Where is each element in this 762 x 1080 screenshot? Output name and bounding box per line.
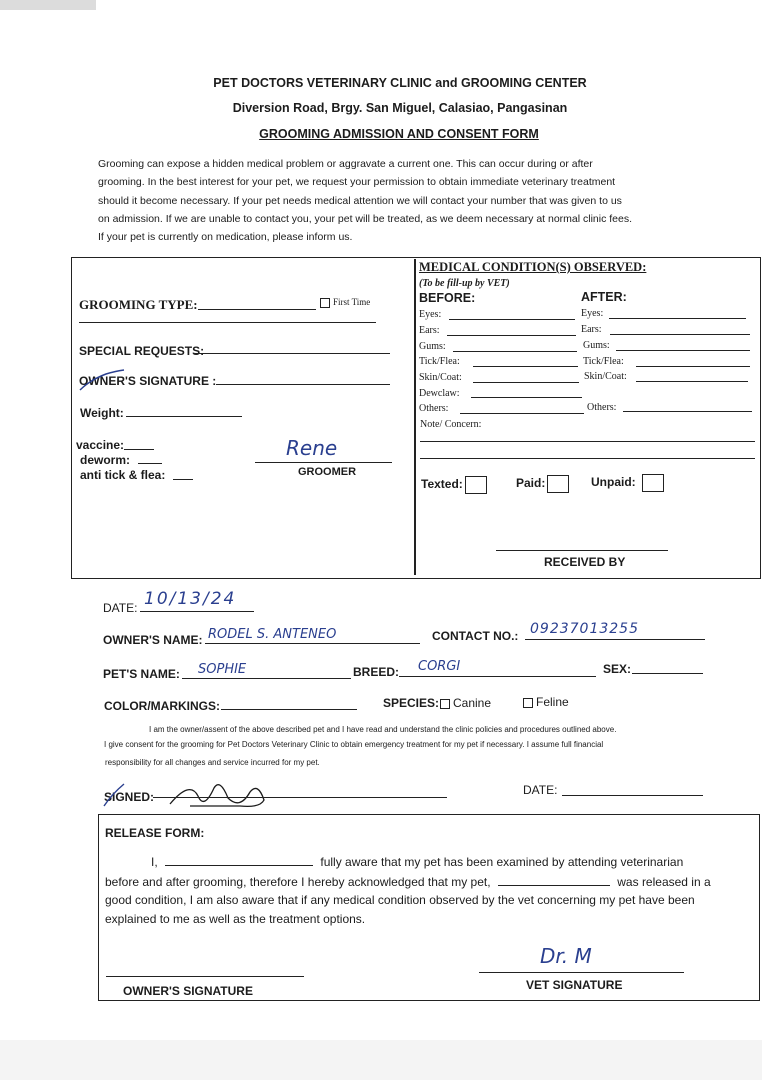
date-field[interactable]: [140, 611, 254, 612]
consent-date-field[interactable]: [562, 795, 703, 796]
before-gums-field[interactable]: [453, 351, 577, 352]
contact-value: 09237013255: [530, 621, 639, 637]
release-i: I,: [151, 855, 158, 869]
before-dewclaw-field[interactable]: [471, 397, 582, 398]
owners-signature-field[interactable]: [216, 384, 390, 385]
intro-line: grooming. In the best interest for your pet, we request your permission to obtain immediate veterinary treatment: [98, 176, 616, 189]
intro-paragraph: [98, 155, 718, 246]
deworm-field[interactable]: [138, 463, 162, 464]
release-line1-text: fully aware that my pet has been examined by attending veterinarian: [320, 855, 684, 869]
groomer-label: GROOMER: [298, 466, 357, 478]
release-name-blank[interactable]: [165, 865, 313, 866]
before-ears-field[interactable]: [447, 335, 576, 336]
release-title: RELEASE FORM:: [105, 826, 205, 840]
date-label: DATE:: [103, 601, 138, 615]
clinic-name: PET DOCTORS VETERINARY CLINIC and GROOMING CENTER: [213, 76, 587, 90]
consent-date-label: DATE:: [523, 783, 558, 797]
consent-line-1: I am the owner/assent of the above described pet and I have read and understand the clinic policies and procedures outlined above.: [149, 725, 617, 734]
after-tick-label: Tick/Flea:: [583, 356, 624, 367]
groomer-signature-line: [255, 462, 392, 463]
checkbox-icon[interactable]: [642, 474, 664, 492]
note-concern-label: Note/ Concern:: [420, 419, 482, 430]
release-owner-signature-line[interactable]: [106, 976, 304, 977]
unpaid-checkbox[interactable]: [591, 474, 664, 492]
paid-checkbox[interactable]: [516, 475, 569, 493]
before-tick-field[interactable]: [473, 366, 578, 367]
box-divider: [414, 259, 416, 575]
first-time-label: First Time: [333, 297, 371, 307]
release-line2-text: before and after grooming, therefore I hereby acknowledged that my pet,: [105, 875, 491, 889]
breed-value: CORGI: [418, 659, 461, 674]
signed-label: SIGNED:: [104, 790, 155, 804]
form-title: GROOMING ADMISSION AND CONSENT FORM: [259, 127, 539, 141]
after-gums-label: Gums:: [583, 340, 610, 351]
vet-signature-label: VET SIGNATURE: [526, 978, 623, 992]
owner-name-label: OWNER'S NAME:: [103, 633, 203, 647]
color-markings-field[interactable]: [221, 709, 357, 710]
species-label: SPECIES:: [383, 696, 440, 710]
release-owner-signature-label: OWNER'S SIGNATURE: [123, 984, 253, 998]
owner-name-field[interactable]: [205, 643, 420, 644]
received-by-line[interactable]: [496, 550, 668, 551]
grooming-type-field-2[interactable]: [79, 322, 376, 323]
release-line-4: explained to me as well as the treatment options.: [105, 912, 366, 926]
medical-subtitle: (To be fill-up by VET): [419, 278, 510, 289]
clinic-address: Diversion Road, Brgy. San Miguel, Calasiao, Pangasinan: [232, 101, 568, 115]
after-others-label: Others:: [587, 402, 617, 413]
before-gums-label: Gums:: [419, 341, 446, 352]
anti-tick-label: anti tick & flea:: [80, 468, 166, 482]
checkbox-icon[interactable]: [465, 476, 487, 494]
weight-label: Weight:: [80, 406, 124, 420]
before-skin-label: Skin/Coat:: [419, 372, 462, 383]
after-skin-field[interactable]: [636, 381, 748, 382]
sex-label: SEX:: [603, 662, 632, 676]
before-dewclaw-label: Dewclaw:: [419, 388, 460, 399]
deworm-label: deworm:: [80, 453, 131, 467]
after-label: AFTER:: [581, 290, 627, 304]
after-gums-field[interactable]: [616, 350, 750, 351]
consent-line-2: I give consent for the grooming for Pet Doctors Veterinary Clinic to obtain emergency treatment for my pet if necessary. I assume full financial: [104, 740, 604, 749]
before-tick-label: Tick/Flea:: [419, 356, 460, 367]
special-requests-field[interactable]: [193, 353, 390, 354]
received-by-label: RECEIVED BY: [544, 555, 626, 569]
after-others-field[interactable]: [623, 411, 752, 412]
release-pet-blank[interactable]: [498, 885, 610, 886]
vet-signature-mark: Dr. M: [540, 944, 592, 968]
intro-line: Grooming can expose a hidden medical problem or aggravate a current one. This can occur during or after: [98, 158, 593, 170]
texted-label: Texted:: [421, 477, 463, 492]
before-skin-field[interactable]: [473, 382, 579, 383]
checkbox-icon[interactable]: [320, 298, 330, 308]
checkbox-icon[interactable]: [523, 698, 533, 708]
intro-line: on admission. If we are unable to contact you, your pet will be treated, as we deem necessary at normal clinic fees.: [98, 212, 633, 225]
signed-field[interactable]: [153, 797, 447, 798]
special-requests-label: SPECIAL REQUESTS:: [79, 344, 205, 358]
grooming-type-label: GROOMING TYPE:: [79, 297, 198, 312]
after-eyes-label: Eyes:: [581, 308, 604, 319]
page-edge: [0, 0, 96, 10]
pet-name-label: PET'S NAME:: [103, 667, 180, 681]
feline-label: Feline: [536, 695, 569, 709]
texted-checkbox[interactable]: [421, 476, 487, 494]
before-eyes-field[interactable]: [449, 319, 575, 320]
before-others-label: Others:: [419, 403, 449, 414]
owner-name-value: RODEL S. ANTENEO: [208, 627, 337, 642]
after-eyes-field[interactable]: [609, 318, 746, 319]
breed-field[interactable]: [399, 676, 596, 677]
groomer-signature: Rene: [286, 436, 338, 460]
intro-line: If your pet is currently on medication, please inform us.: [98, 231, 353, 244]
breed-label: BREED:: [353, 665, 400, 679]
before-eyes-label: Eyes:: [419, 309, 442, 320]
note-field-2[interactable]: [420, 458, 755, 459]
before-others-field[interactable]: [460, 413, 584, 414]
canine-label: Canine: [453, 696, 492, 710]
anti-tick-field[interactable]: [173, 479, 193, 480]
sex-field[interactable]: [632, 673, 703, 674]
checkbox-icon[interactable]: [547, 475, 569, 493]
checkbox-icon[interactable]: [440, 699, 450, 709]
date-value: 10/13/24: [144, 589, 237, 609]
medical-title: MEDICAL CONDITION(S) OBSERVED:: [419, 260, 647, 274]
contact-label: CONTACT NO.:: [432, 629, 519, 643]
note-field-1[interactable]: [420, 441, 755, 442]
checkmark-mark: [76, 366, 136, 396]
canine-checkbox[interactable]: [440, 696, 491, 710]
vaccine-field[interactable]: [124, 449, 154, 450]
before-label: BEFORE:: [419, 291, 476, 305]
owner-signature-mark: [100, 770, 290, 815]
paid-label: Paid:: [516, 476, 546, 491]
color-markings-label: COLOR/MARKINGS:: [104, 699, 220, 713]
after-tick-field[interactable]: [636, 366, 750, 367]
grooming-type-field[interactable]: [198, 309, 316, 310]
release-line-3: good condition, I am also aware that if any medical condition observed by the vet concerning my pet have been: [105, 893, 695, 907]
contact-field[interactable]: [525, 639, 705, 640]
vet-signature-line[interactable]: [479, 972, 684, 973]
pet-name-value: SOPHIE: [198, 662, 247, 677]
first-time-checkbox[interactable]: [320, 297, 370, 308]
release-line-2: [105, 875, 711, 889]
intro-line: should it become necessary. If your pet needs medical attention we will contact your number that was given to us: [98, 194, 622, 207]
unpaid-label: Unpaid:: [591, 475, 636, 490]
before-ears-label: Ears:: [419, 325, 440, 336]
after-skin-label: Skin/Coat:: [584, 371, 627, 382]
owners-signature-label: OWNER'S SIGNATURE :: [79, 374, 217, 388]
consent-line-3: responsibility for all changes and service incurred for my pet.: [105, 758, 320, 767]
page-edge-bottom: [0, 1040, 762, 1080]
release-line-1: [105, 855, 755, 869]
weight-field[interactable]: [126, 416, 242, 417]
after-ears-field[interactable]: [610, 334, 750, 335]
release-line2-end: was released in a: [617, 875, 711, 889]
after-ears-label: Ears:: [581, 324, 602, 335]
vaccine-label: vaccine:: [76, 438, 125, 452]
pet-name-field[interactable]: [182, 678, 351, 679]
feline-checkbox[interactable]: [523, 695, 569, 709]
